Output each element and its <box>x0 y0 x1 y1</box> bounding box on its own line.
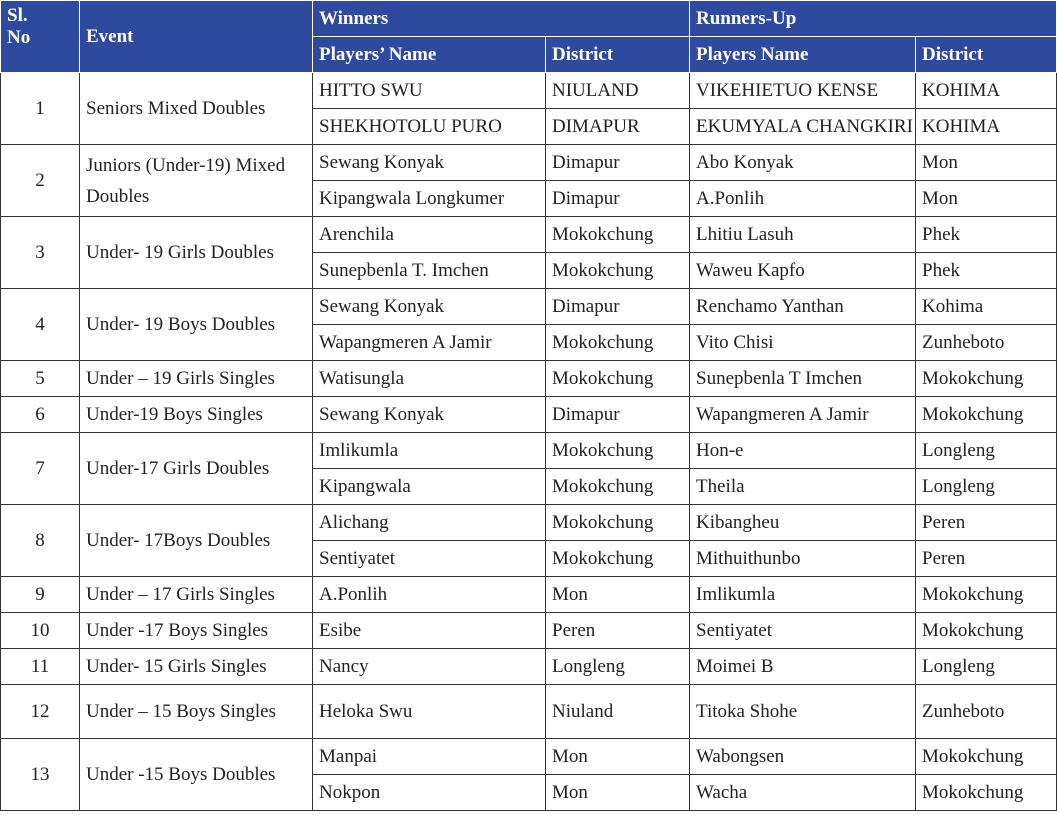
table-row <box>1 397 1057 433</box>
winner-district-cell: Mokokchung <box>546 217 690 253</box>
winner-district-cell: Mokokchung <box>546 469 690 505</box>
runner-district-cell: Phek <box>916 253 1057 289</box>
winner-district-cell: Mokokchung <box>546 433 690 469</box>
event-cell: Under- 19 Boys Doubles <box>80 289 313 361</box>
runner-district-cell: Zunheboto <box>916 685 1057 739</box>
runner-district-cell: Mokokchung <box>916 775 1057 811</box>
winner-name-cell: Kipangwala Longkumer <box>313 181 546 217</box>
runner-name-cell: Kibangheu <box>690 505 916 541</box>
winner-district-cell: Mokokchung <box>546 361 690 397</box>
runner-district-cell: Mokokchung <box>916 613 1057 649</box>
runner-name-cell: Lhitiu Lasuh <box>690 217 916 253</box>
winner-name-cell: Alichang <box>313 505 546 541</box>
header-runner-district: District <box>916 37 1057 73</box>
table-row <box>1 145 1057 181</box>
event-cell: Under- 19 Girls Doubles <box>80 217 313 289</box>
winner-name-cell: Sunepbenla T. Imchen <box>313 253 546 289</box>
runner-district-cell: Longleng <box>916 469 1057 505</box>
winner-district-cell: Mokokchung <box>546 253 690 289</box>
event-cell: Under-17 Girls Doubles <box>80 433 313 505</box>
table-row <box>1 739 1057 775</box>
winner-name-cell: Imlikumla <box>313 433 546 469</box>
runner-name-cell: Sunepbenla T Imchen <box>690 361 916 397</box>
serial-number-cell: 10 <box>1 613 80 649</box>
runner-name-cell: Imlikumla <box>690 577 916 613</box>
winner-district-cell: NIULAND <box>546 73 690 109</box>
serial-number-cell: 5 <box>1 361 80 397</box>
runner-district-cell: Mokokchung <box>916 577 1057 613</box>
runner-name-cell: Wapangmeren A Jamir <box>690 397 916 433</box>
winner-district-cell: Dimapur <box>546 181 690 217</box>
runner-name-cell: Sentiyatet <box>690 613 916 649</box>
header-winner-name: Players’ Name <box>313 37 546 73</box>
winner-district-cell: Peren <box>546 613 690 649</box>
winner-name-cell: Heloka Swu <box>313 685 546 739</box>
table-row <box>1 73 1057 109</box>
event-cell: Under -17 Boys Singles <box>80 613 313 649</box>
winner-district-cell: Mon <box>546 775 690 811</box>
winner-district-cell: Niuland <box>546 685 690 739</box>
header-runners-up: Runners-Up <box>690 1 1057 37</box>
runner-name-cell: Moimei B <box>690 649 916 685</box>
runner-district-cell: Phek <box>916 217 1057 253</box>
runner-district-cell: KOHIMA <box>916 109 1057 145</box>
table-row <box>1 649 1057 685</box>
winner-name-cell: Nancy <box>313 649 546 685</box>
event-cell: Under -15 Boys Doubles <box>80 739 313 811</box>
winner-name-cell: Wapangmeren A Jamir <box>313 325 546 361</box>
serial-number-cell: 8 <box>1 505 80 577</box>
serial-number-cell: 4 <box>1 289 80 361</box>
winner-district-cell: DIMAPUR <box>546 109 690 145</box>
runner-name-cell: Hon-e <box>690 433 916 469</box>
header-sl-no <box>1 1 80 73</box>
event-cell: Seniors Mixed Doubles <box>80 73 313 145</box>
runner-district-cell: Mon <box>916 181 1057 217</box>
winner-name-cell: HITTO SWU <box>313 73 546 109</box>
table-header <box>1 1 1057 73</box>
header-runner-name: Players Name <box>690 37 916 73</box>
winner-name-cell: SHEKHOTOLU PURO <box>313 109 546 145</box>
runner-district-cell: Mon <box>916 145 1057 181</box>
runner-district-cell: Longleng <box>916 649 1057 685</box>
table-row <box>1 505 1057 541</box>
header-sl: Sl. <box>7 5 28 26</box>
runner-name-cell: EKUMYALA CHANGKIRI <box>690 109 916 145</box>
winner-district-cell: Mokokchung <box>546 325 690 361</box>
header-event: Event <box>80 1 313 73</box>
runner-name-cell: Wabongsen <box>690 739 916 775</box>
runner-district-cell: Mokokchung <box>916 397 1057 433</box>
runner-name-cell: Mithuithunbo <box>690 541 916 577</box>
winner-district-cell: Mon <box>546 577 690 613</box>
table-row <box>1 361 1057 397</box>
winner-name-cell: Sewang Konyak <box>313 397 546 433</box>
winner-name-cell: Kipangwala <box>313 469 546 505</box>
header-no: No <box>7 27 31 48</box>
event-cell: Under- 15 Girls Singles <box>80 649 313 685</box>
runner-name-cell: A.Ponlih <box>690 181 916 217</box>
serial-number-cell: 2 <box>1 145 80 217</box>
serial-number-cell: 11 <box>1 649 80 685</box>
event-cell: Under- 17Boys Doubles <box>80 505 313 577</box>
table-row <box>1 289 1057 325</box>
runner-name-cell: Abo Konyak <box>690 145 916 181</box>
runner-district-cell: Mokokchung <box>916 361 1057 397</box>
winner-name-cell: Nokpon <box>313 775 546 811</box>
winner-name-cell: Sewang Konyak <box>313 289 546 325</box>
runner-district-cell: Peren <box>916 541 1057 577</box>
table-row <box>1 685 1057 739</box>
runner-district-cell: KOHIMA <box>916 73 1057 109</box>
runner-name-cell: Titoka Shohe <box>690 685 916 739</box>
serial-number-cell: 9 <box>1 577 80 613</box>
table-row <box>1 217 1057 253</box>
serial-number-cell: 6 <box>1 397 80 433</box>
serial-number-cell: 12 <box>1 685 80 739</box>
runner-name-cell: Renchamo Yanthan <box>690 289 916 325</box>
header-winners: Winners <box>313 1 690 37</box>
runner-district-cell: Mokokchung <box>916 739 1057 775</box>
table-row <box>1 577 1057 613</box>
runner-district-cell: Kohima <box>916 289 1057 325</box>
winner-name-cell: Watisungla <box>313 361 546 397</box>
runner-name-cell: Waweu Kapfo <box>690 253 916 289</box>
runner-name-cell: Theila <box>690 469 916 505</box>
table-row <box>1 433 1057 469</box>
event-cell: Juniors (Under-19) Mixed Doubles <box>80 145 313 217</box>
winner-district-cell: Mon <box>546 739 690 775</box>
winner-district-cell: Dimapur <box>546 397 690 433</box>
event-cell: Under-19 Boys Singles <box>80 397 313 433</box>
serial-number-cell: 3 <box>1 217 80 289</box>
winner-district-cell: Mokokchung <box>546 541 690 577</box>
runner-district-cell: Peren <box>916 505 1057 541</box>
serial-number-cell: 1 <box>1 73 80 145</box>
winner-district-cell: Dimapur <box>546 289 690 325</box>
header-winner-district: District <box>546 37 690 73</box>
winner-name-cell: Manpai <box>313 739 546 775</box>
winner-district-cell: Longleng <box>546 649 690 685</box>
event-cell: Under – 15 Boys Singles <box>80 685 313 739</box>
winner-name-cell: Sentiyatet <box>313 541 546 577</box>
table-body <box>1 73 1057 811</box>
winner-district-cell: Mokokchung <box>546 505 690 541</box>
winner-name-cell: Esibe <box>313 613 546 649</box>
runner-name-cell: Vito Chisi <box>690 325 916 361</box>
runner-district-cell: Longleng <box>916 433 1057 469</box>
serial-number-cell: 7 <box>1 433 80 505</box>
winner-name-cell: A.Ponlih <box>313 577 546 613</box>
runner-district-cell: Zunheboto <box>916 325 1057 361</box>
serial-number-cell: 13 <box>1 739 80 811</box>
event-cell: Under – 17 Girls Singles <box>80 577 313 613</box>
event-cell: Under – 19 Girls Singles <box>80 361 313 397</box>
winner-district-cell: Dimapur <box>546 145 690 181</box>
winner-name-cell: Arenchila <box>313 217 546 253</box>
runner-name-cell: Wacha <box>690 775 916 811</box>
table-row <box>1 613 1057 649</box>
winner-name-cell: Sewang Konyak <box>313 145 546 181</box>
runner-name-cell: VIKEHIETUO KENSE <box>690 73 916 109</box>
